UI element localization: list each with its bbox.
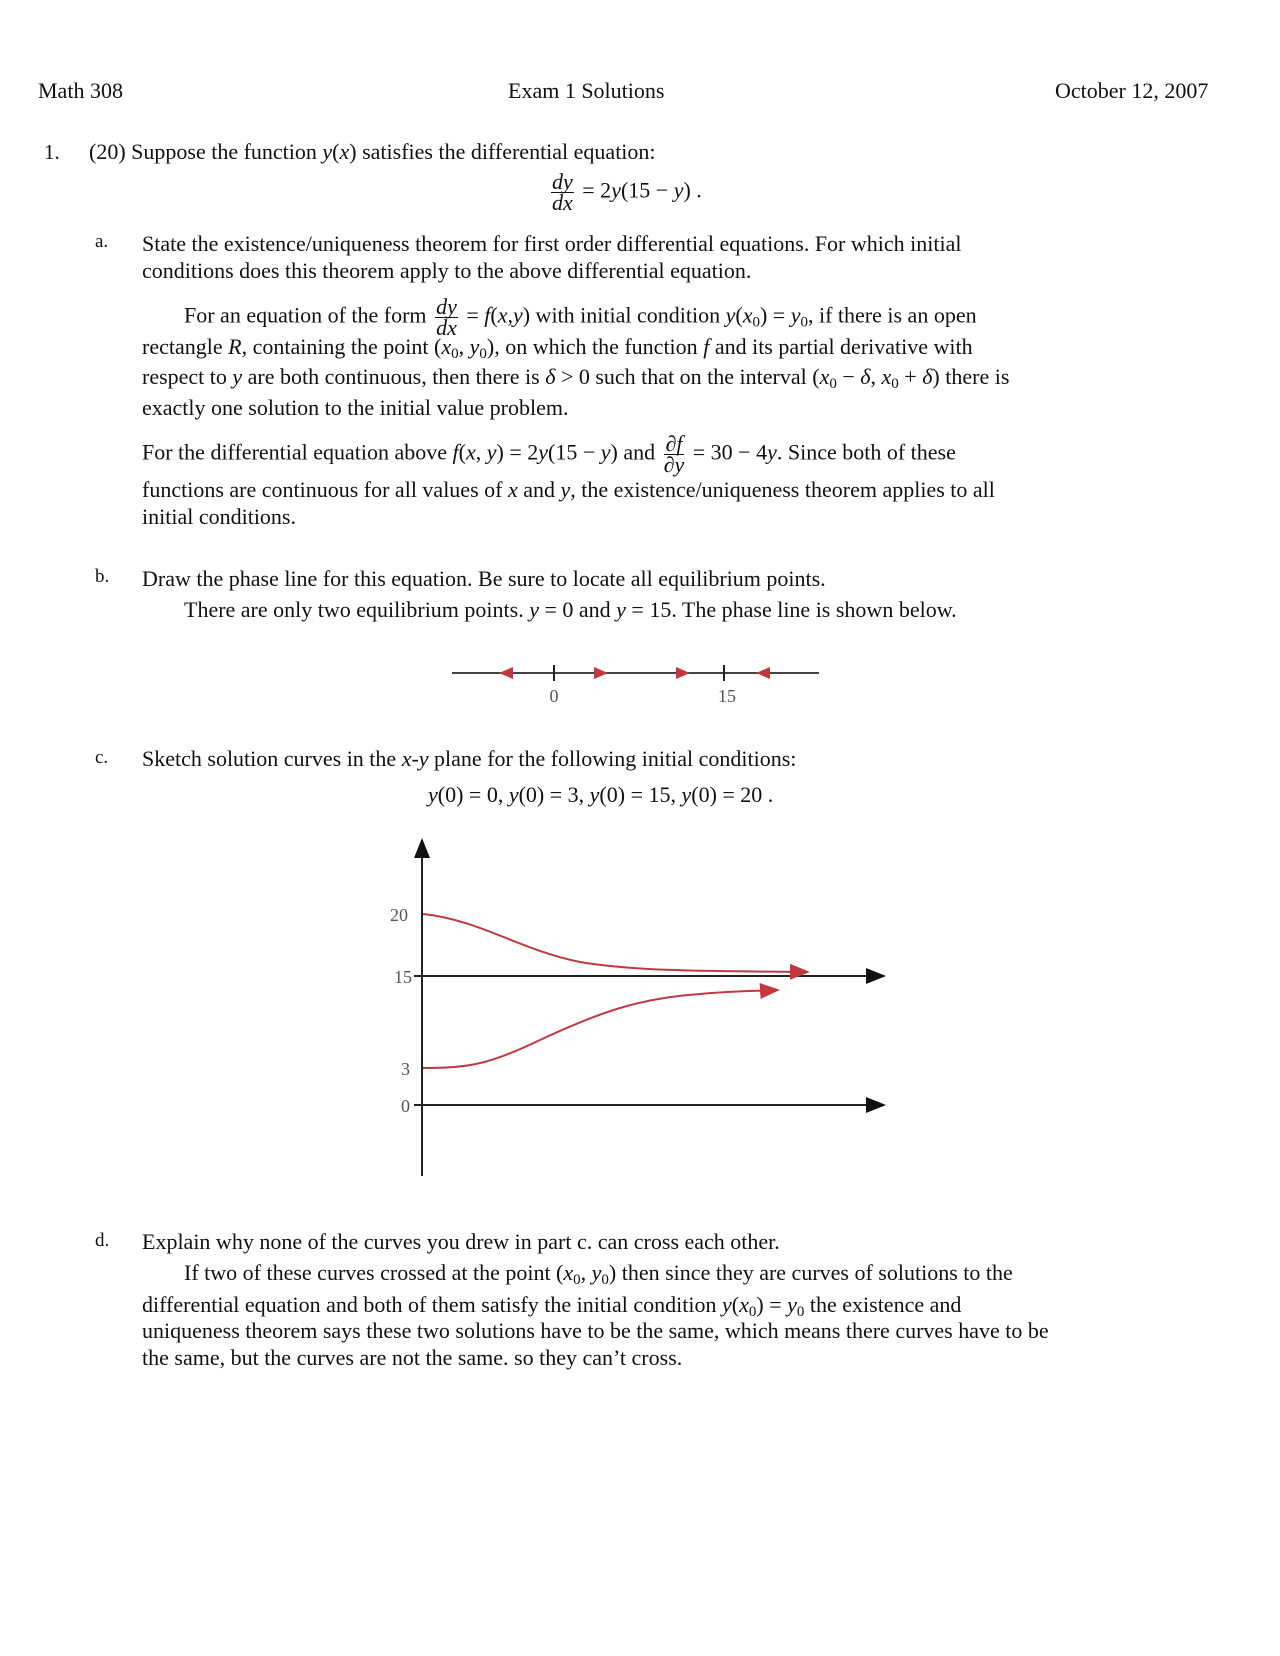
math-variable: x,y: [497, 302, 523, 328]
text-segment: There are only two equilibrium points.: [184, 597, 530, 622]
text-segment: conditions does this theorem apply to the above differential equation.: [142, 258, 752, 283]
text-segment: ) .: [683, 177, 702, 203]
text-segment: exactly one solution to the initial value problem.: [142, 395, 569, 420]
part-d-label: d.: [95, 1230, 110, 1251]
y-tick-label: 15: [394, 967, 412, 987]
text-segment: the existence and: [804, 1292, 962, 1317]
subscript: 0: [573, 1272, 581, 1288]
math-variable: y: [538, 439, 549, 465]
text-segment: , if there is an open: [807, 302, 977, 328]
solution-curve-y3: [423, 990, 778, 1068]
problem-number: 1.: [44, 140, 60, 164]
subscript: 0: [796, 1304, 805, 1320]
math-variable: x: [742, 302, 753, 328]
arrow-right-icon: [676, 667, 690, 679]
text-segment: = 15. The phase line is shown below.: [625, 597, 957, 622]
y-tick-label: 20: [390, 905, 408, 925]
text-segment: (: [332, 139, 340, 164]
exam-date: October 12, 2007: [1055, 78, 1209, 103]
math-variable: f: [452, 439, 459, 465]
text-segment: For the differential equation above: [142, 439, 453, 465]
text-segment: the same, but the curves are not the same. so they can’t cross.: [142, 1345, 683, 1370]
math-variable: y: [722, 1292, 732, 1317]
subscript: 0: [479, 346, 487, 362]
math-variable: x: [339, 139, 350, 164]
math-variable: y: [790, 302, 801, 328]
math-variable: y: [508, 782, 519, 807]
math-variable: y: [787, 1292, 797, 1317]
equilibrium-label: 0: [549, 686, 559, 706]
text-segment: ) there is: [932, 364, 1010, 389]
math-variable: x: [563, 1260, 574, 1285]
solution-curves-graph: [390, 840, 884, 1176]
subscript: 0: [829, 376, 837, 392]
text-segment: functions are continuous for all values of: [142, 477, 508, 502]
y-tick-label: 3: [401, 1059, 410, 1079]
text-segment: rectangle: [142, 334, 229, 359]
text-segment: ,: [458, 334, 470, 359]
text-segment: (0) = 15,: [599, 782, 682, 807]
text-segment: = 2: [576, 177, 612, 203]
document-title: Exam 1 Solutions: [508, 78, 665, 103]
text-segment: uniqueness theorem says these two solutions have to be the same, which means there curves have to be: [142, 1318, 1049, 1343]
arrow-left-icon: [499, 667, 513, 679]
numerator: dy: [436, 294, 457, 319]
math-variable: x: [881, 364, 892, 389]
math-variable: δ: [922, 364, 933, 389]
math-variable: y: [428, 782, 438, 807]
part-b-label: b.: [95, 566, 110, 587]
text-segment: = 30 − 4: [687, 439, 768, 465]
text-segment: ,: [580, 1260, 592, 1285]
math-variable: y: [767, 439, 777, 465]
math-variable: y: [600, 439, 611, 465]
arrow-right-icon: [594, 667, 608, 679]
text-segment: =: [460, 302, 485, 328]
text-segment: plane for the following initial conditions:: [428, 746, 797, 771]
text-segment: ) =: [756, 1292, 788, 1317]
subscript: 0: [891, 376, 899, 392]
math-variable: δ: [860, 364, 871, 389]
denominator: dx: [436, 315, 457, 340]
text-segment: initial conditions.: [142, 504, 296, 529]
arrow-left-icon: [756, 667, 770, 679]
text-segment: respect to: [142, 364, 233, 389]
phase-line: [452, 665, 819, 706]
numerator: ∂f: [665, 431, 683, 456]
text-segment: . Since both of these: [776, 439, 956, 465]
text-segment: (15 −: [548, 439, 601, 465]
math-variable: f: [484, 302, 491, 328]
y-tick-label: 0: [401, 1096, 410, 1116]
course-name: Math 308: [38, 78, 123, 103]
text-segment: and: [517, 477, 561, 502]
text-segment: ) then since they are curves of solutions to the: [608, 1260, 1013, 1285]
text-segment: Explain why none of the curves you drew in part c. can cross each other.: [142, 1229, 780, 1254]
solution-curve-y20: [423, 914, 808, 972]
subscript: 0: [800, 314, 808, 331]
text-segment: For an equation of the form: [184, 302, 433, 328]
text-segment: ) =: [759, 302, 791, 328]
math-variable: y: [725, 302, 736, 328]
text-segment: ) satisfies the differential equation:: [349, 139, 656, 164]
text-segment: and its partial derivative with: [709, 334, 973, 359]
math-variable: x: [507, 477, 518, 502]
denominator: ∂y: [663, 452, 685, 477]
subscript: 0: [601, 1272, 609, 1288]
math-variable: y: [616, 597, 626, 622]
text-segment: (: [731, 1292, 740, 1317]
part-a-label: a.: [95, 231, 109, 252]
text-segment: (: [490, 302, 498, 328]
math-variable: R: [228, 334, 242, 359]
math-variable: y: [322, 139, 333, 164]
text-segment: (: [458, 439, 466, 465]
numerator: dy: [552, 169, 573, 194]
text-segment: −: [836, 364, 861, 389]
subscript: 0: [748, 1304, 757, 1320]
text-segment: , containing the point (: [241, 334, 442, 359]
text-segment: (0) = 3,: [518, 782, 590, 807]
math-variable: y: [469, 334, 480, 359]
math-variable: f: [703, 334, 710, 359]
math-variable: y: [673, 177, 684, 203]
subscript: 0: [752, 314, 760, 331]
text-segment: (0) = 20 .: [691, 782, 774, 807]
math-variable: y: [589, 782, 600, 807]
text-segment: +: [898, 364, 923, 389]
text-segment: (20) Suppose the function: [89, 139, 323, 164]
text-segment: (: [735, 302, 743, 328]
text-segment: = 0 and: [538, 597, 617, 622]
math-variable: x: [466, 439, 476, 465]
text-segment: Sketch solution curves in the: [142, 746, 402, 771]
equilibrium-label: 15: [718, 686, 736, 706]
math-variable: δ: [545, 364, 556, 389]
denominator: dx: [552, 190, 573, 215]
text-segment: ) with initial condition: [522, 302, 726, 328]
text-segment: , the existence/uniqueness theorem applies to all: [570, 477, 995, 502]
math-variable: x: [819, 364, 830, 389]
math-variable: y: [486, 439, 497, 465]
text-segment: ), on which the function: [486, 334, 704, 359]
math-variable: y: [232, 364, 243, 389]
math-variable: x-y: [401, 746, 429, 771]
math-variable: y: [529, 597, 539, 622]
text-segment: (0) = 0,: [437, 782, 509, 807]
text-segment: ) = 2: [496, 439, 539, 465]
text-segment: (15 −: [620, 177, 674, 203]
math-variable: y: [611, 177, 621, 203]
text-segment: ,: [870, 364, 882, 389]
subscript: 0: [451, 346, 459, 362]
part-c-label: c.: [95, 747, 109, 768]
text-segment: ,: [475, 439, 487, 465]
text-segment: State the existence/uniqueness theorem for first order differential equations. For which initial: [142, 231, 962, 256]
math-variable: y: [681, 782, 692, 807]
math-variable: x: [739, 1292, 749, 1317]
text-segment: Draw the phase line for this equation. Be sure to locate all equilibrium points.: [142, 566, 826, 591]
text-segment: are both continuous, then there is: [242, 364, 546, 389]
text-segment: > 0 such that on the interval (: [555, 364, 820, 389]
math-variable: y: [560, 477, 571, 502]
math-variable: x: [441, 334, 452, 359]
text-segment: differential equation and both of them satisfy the initial condition: [142, 1292, 723, 1317]
text-segment: ) and: [610, 439, 661, 465]
math-variable: y: [591, 1260, 602, 1285]
text-segment: If two of these curves crossed at the point (: [184, 1260, 564, 1285]
